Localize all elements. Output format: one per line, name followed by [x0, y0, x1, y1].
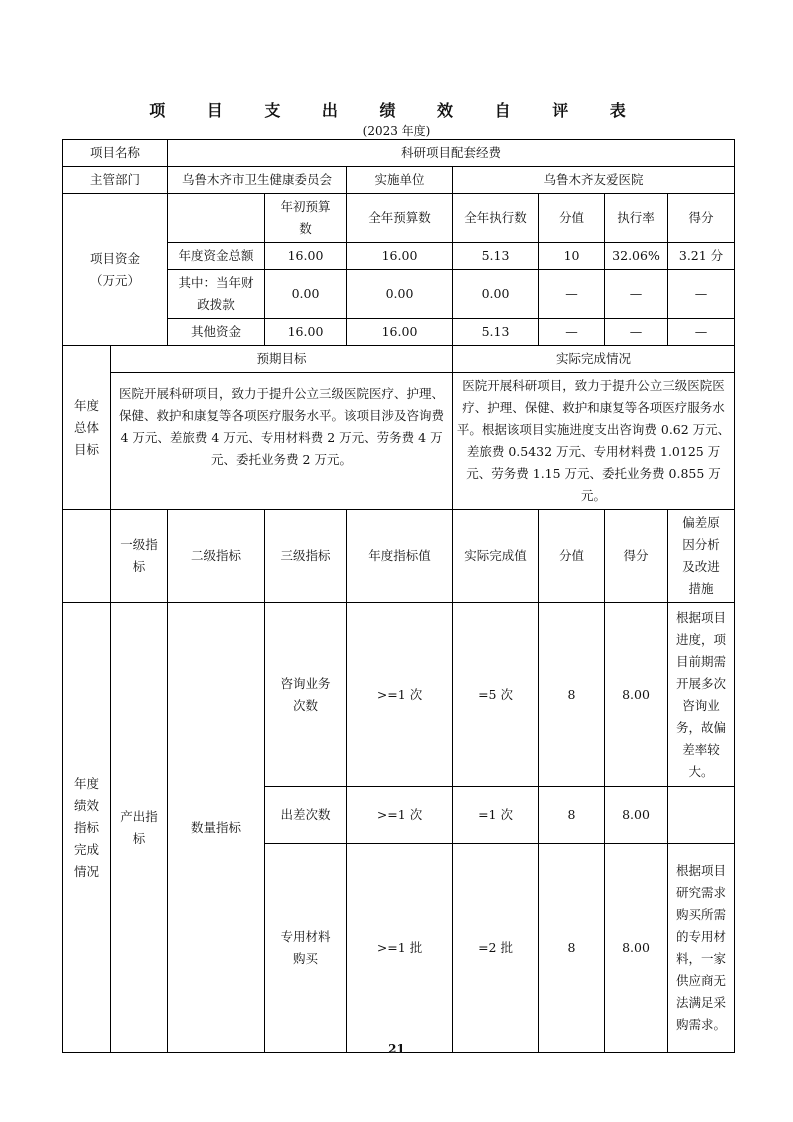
actual-value: =1 次 [453, 787, 539, 844]
indicator-header: 分值 [539, 510, 605, 603]
indicator-header: 得分 [605, 510, 668, 603]
indicator-header [668, 510, 735, 603]
actual-value: =2 批 [453, 844, 539, 1053]
table-row [63, 603, 735, 787]
funds-cell: 16.00 [347, 243, 453, 270]
funds-cell: 0.00 [453, 270, 539, 319]
actual-goal-text: 医院开展科研项目，致力于提升公立三级医院医疗、护理、保健、救护和康复等各项医疗服务水平。根据该项目实施进度支出咨询费 0.62 万元、差旅费 0.5432 万元、专用材料费 1.0125 万元、劳务费 1.15 万元、委托业务费 0.855 万元。 [453, 373, 735, 510]
funds-cell: 3.21 分 [668, 243, 735, 270]
level1-indicator-text: 产出指 标 [120, 808, 158, 846]
unit-value: 乌鲁木齐友爱医院 [453, 167, 735, 194]
target-value: >=1 次 [347, 603, 453, 787]
funds-cell: — [668, 319, 735, 346]
level3-indicator: 出差次数 [265, 787, 347, 844]
target-value: >=1 次 [347, 787, 453, 844]
indicator-header: 年度指标值 [347, 510, 453, 603]
funds-header-text: 年初预算 数 [280, 199, 331, 236]
funds-cell: — [605, 270, 668, 319]
score-value: 8 [539, 787, 605, 844]
funds-cell: — [605, 319, 668, 346]
level3-indicator [265, 844, 347, 1053]
funds-row-label: 其他资金 [168, 319, 265, 346]
actual-value: =5 次 [453, 603, 539, 787]
goals-section-label [63, 346, 111, 510]
actual-goal-header: 实际完成情况 [453, 346, 735, 373]
table-row [63, 140, 735, 167]
indicator-header [111, 510, 168, 603]
table-row [63, 194, 735, 243]
indicator-section-label [63, 603, 111, 1053]
funds-section-text: 项目资金 （万元） [90, 250, 141, 288]
score: 8.00 [605, 603, 668, 787]
dept-label: 主管部门 [63, 167, 168, 194]
level3-indicator-text: 专用材料 购买 [280, 929, 331, 966]
page-title: 项 目 支 出 绩 效 自 评 表 [149, 101, 644, 120]
dept-value: 乌鲁木齐市卫生健康委员会 [168, 167, 347, 194]
funds-header [265, 194, 347, 243]
funds-cell: — [668, 270, 735, 319]
funds-header: 分值 [539, 194, 605, 243]
page-subtitle: (2023 年度) [362, 124, 431, 138]
goals-section-text: 年度 总体 目标 [73, 397, 99, 457]
funds-cell: 5.13 [453, 319, 539, 346]
funds-header: 执行率 [605, 194, 668, 243]
table-row [63, 346, 735, 373]
funds-row-label-text: 其中：当年财 政拨款 [178, 275, 254, 312]
funds-cell: 16.00 [265, 319, 347, 346]
deviation-note: 根据项目研究需求购买所需的专用材料，一家供应商无法满足采购需求。 [668, 844, 735, 1053]
funds-header: 全年执行数 [453, 194, 539, 243]
table-row [63, 167, 735, 194]
level3-indicator-text: 咨询业务 次数 [280, 675, 331, 713]
funds-corner-cell [168, 194, 265, 243]
funds-header: 全年预算数 [347, 194, 453, 243]
indicator-header: 二级指标 [168, 510, 265, 603]
project-name-label: 项目名称 [63, 140, 168, 167]
score-value: 8 [539, 603, 605, 787]
funds-cell: 5.13 [453, 243, 539, 270]
indicator-header-text: 偏差原 因分析 及改进 措施 [682, 515, 720, 596]
indicator-header-text: 一级指 标 [120, 537, 158, 574]
funds-cell: 0.00 [347, 270, 453, 319]
funds-cell: 32.06% [605, 243, 668, 270]
target-value: >=1 批 [347, 844, 453, 1053]
unit-label: 实施单位 [347, 167, 453, 194]
funds-cell: 0.00 [265, 270, 347, 319]
score-value: 8 [539, 844, 605, 1053]
level1-indicator [111, 603, 168, 1053]
funds-cell: 10 [539, 243, 605, 270]
funds-cell: — [539, 270, 605, 319]
level3-indicator [265, 603, 347, 787]
funds-cell: 16.00 [265, 243, 347, 270]
score: 8.00 [605, 787, 668, 844]
evaluation-table [62, 139, 735, 1053]
expected-goal-header: 预期目标 [111, 346, 453, 373]
funds-header: 得分 [668, 194, 735, 243]
indicator-corner-cell [63, 510, 111, 603]
expected-goal-text: 医院开展科研项目，致力于提升公立三级医院医疗、护理、保健、救护和康复等各项医疗服务水平。该项目涉及咨询费 4 万元、差旅费 4 万元、专用材料费 2 万元、劳务费 4 万元、委托业务费 2 万元。 [111, 373, 453, 510]
table-row [63, 373, 735, 510]
funds-row-label: 年度资金总额 [168, 243, 265, 270]
funds-section-label [63, 194, 168, 346]
score: 8.00 [605, 844, 668, 1053]
page-number: 21 [388, 1042, 405, 1056]
funds-row-label [168, 270, 265, 319]
indicator-header: 三级指标 [265, 510, 347, 603]
funds-cell: 16.00 [347, 319, 453, 346]
project-name-value: 科研项目配套经费 [168, 140, 735, 167]
deviation-note [668, 787, 735, 844]
indicator-header: 实际完成值 [453, 510, 539, 603]
funds-cell: — [539, 319, 605, 346]
table-row [63, 510, 735, 603]
indicator-section-text: 年度 绩效 指标 完成 情况 [73, 775, 99, 879]
deviation-note: 根据项目进度，项目前期需开展多次咨询业务，故偏差率较大。 [668, 603, 735, 787]
level2-indicator: 数量指标 [168, 603, 265, 1053]
